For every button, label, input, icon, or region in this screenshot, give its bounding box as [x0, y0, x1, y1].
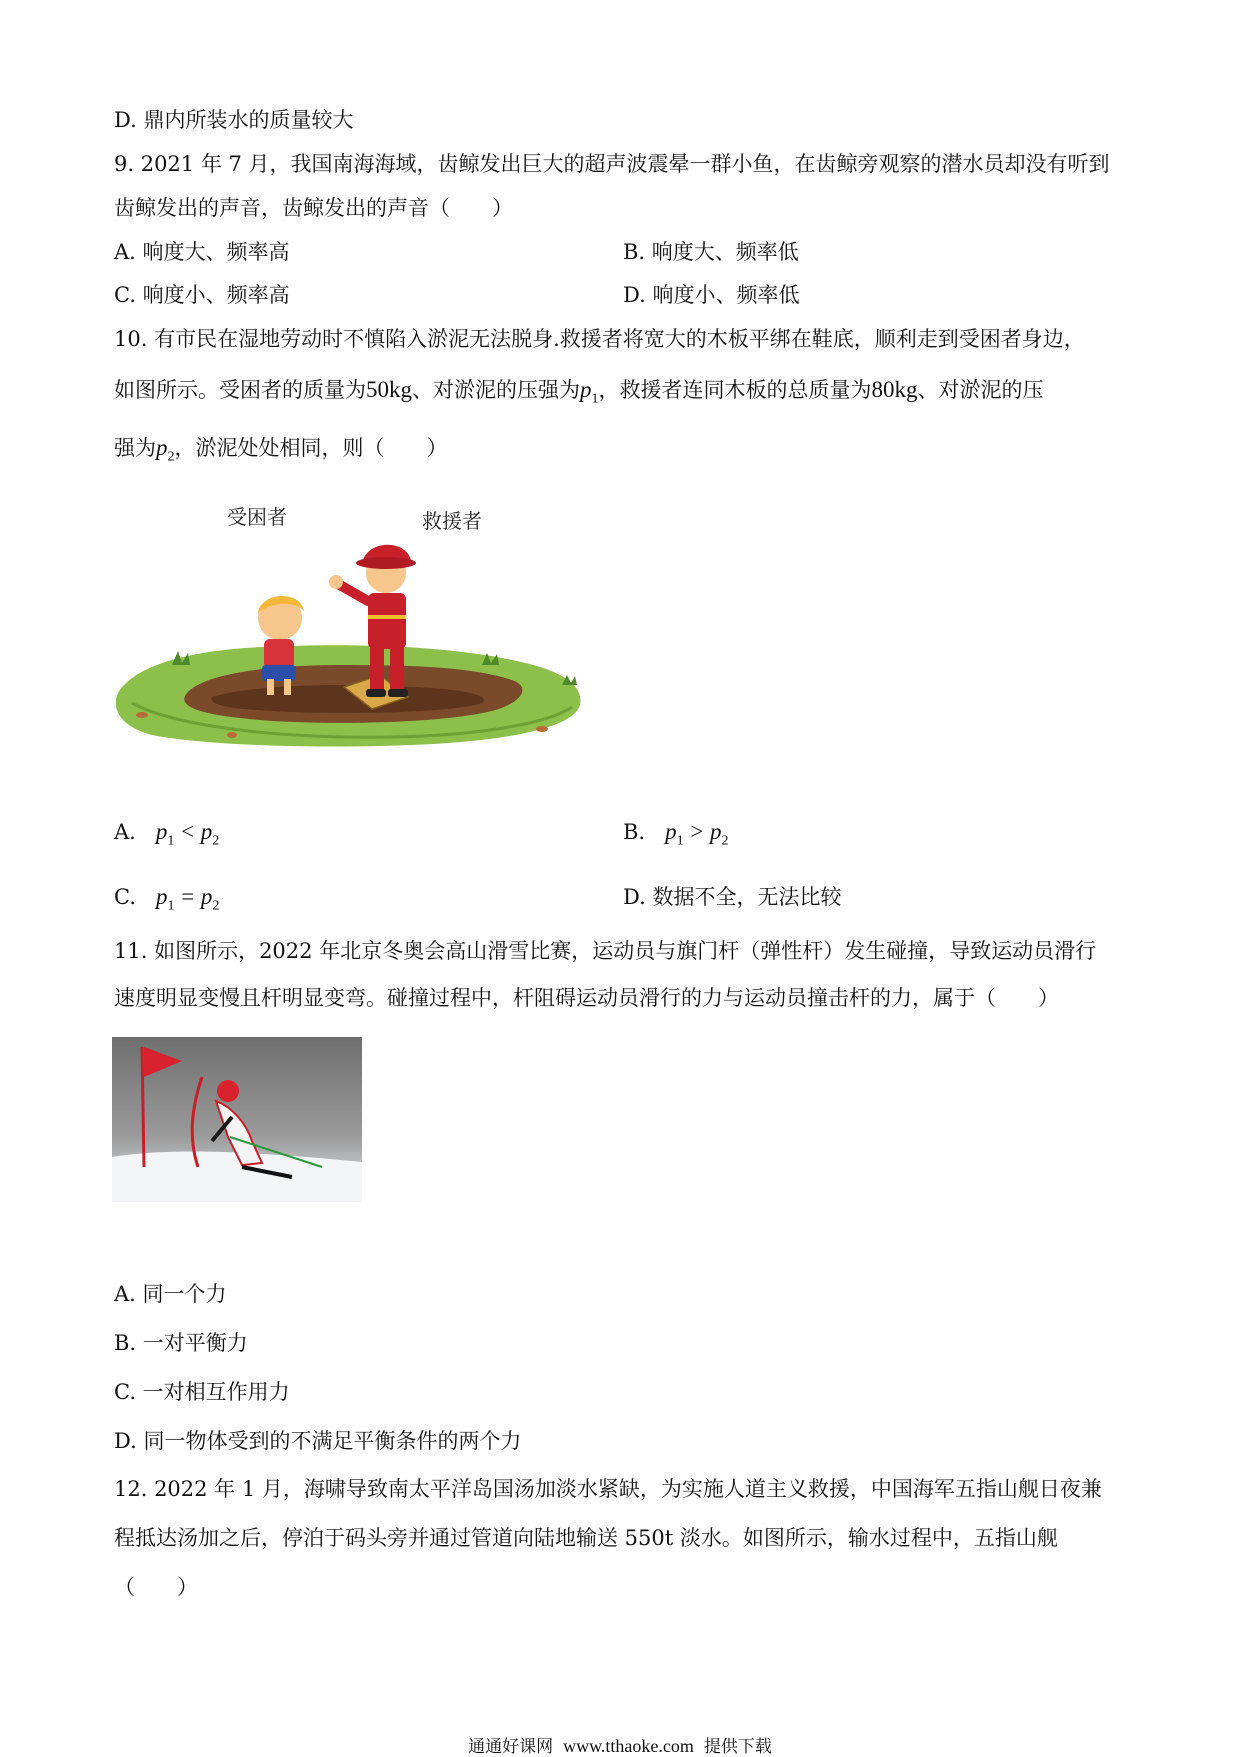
q10-stem-line2 — [114, 376, 1044, 414]
q11-option-c: C. 一对相互作用力 — [114, 1380, 290, 1404]
q8-option-d: D. 鼎内所装水的质量较大 — [114, 108, 354, 132]
q10-p2: $p_2$ — [156, 435, 175, 465]
q10-mass2: 80kg — [871, 377, 918, 402]
q10-text: 如图所示。受困者的质量为 — [114, 378, 366, 402]
q11-figure — [112, 1037, 362, 1202]
q10-text: ，救援者连同木板的总质量为 — [598, 378, 872, 402]
footer-url[interactable]: www.tthaoke.com — [563, 1736, 694, 1756]
label-rescuer: 救援者 — [422, 509, 482, 533]
q10-text: 、对淤泥的压 — [917, 378, 1044, 402]
q10-figure — [112, 505, 587, 751]
q10-stem-line1: 10. 有市民在湿地劳动时不慎陷入淤泥无法脱身.救援者将宽大的木板平绑在鞋底，顺利走到受困者身边， — [114, 327, 1085, 351]
q11-option-b: B. 一对平衡力 — [114, 1331, 248, 1355]
q9-stem-line2: 齿鲸发出的声音，齿鲸发出的声音（ ） — [114, 196, 513, 220]
q9-stem-line1: 9. 2021 年 7 月，我国南海海域，齿鲸发出巨大的超声波震晕一群小鱼，在齿鲸旁观察的潜水员却没有听到 — [114, 152, 1110, 176]
q10-option-a: A. $p_1 < p_2$ — [114, 819, 220, 849]
q10-p1: $p_1$ — [580, 377, 599, 407]
q12-stem-line1: 12. 2022 年 1 月，海啸导致南太平洋岛国汤加淡水紧缺，为实施人道主义救援，中国海军五指山舰日夜兼 — [114, 1477, 1102, 1501]
q10-option-d: D. 数据不全，无法比较 — [623, 885, 842, 909]
q9-option-c: C. 响度小、频率高 — [114, 283, 290, 307]
q10-text: 强为 — [114, 436, 156, 460]
footer-site-name: 通通好课网 — [468, 1737, 554, 1757]
q10-text: 、对淤泥的压强为 — [412, 378, 580, 402]
q11-option-a: A. 同一个力 — [114, 1282, 227, 1306]
q9-option-d: D. 响度小、频率低 — [623, 283, 800, 307]
q11-option-d: D. 同一物体受到的不满足平衡条件的两个力 — [114, 1429, 522, 1453]
label-trapped-person: 受困者 — [227, 505, 287, 529]
q10-mass1: 50kg — [366, 377, 412, 402]
q11-stem-line2: 速度明显变慢且杆明显变弯。碰撞过程中，杆阻碍运动员滑行的力与运动员撞击杆的力，属于（ ） — [114, 986, 1059, 1010]
page-footer — [0, 1732, 1240, 1757]
mud-rescue-illustration — [112, 515, 587, 751]
q10-option-c: C. $p_1 = p_2$ — [114, 884, 220, 914]
q10-option-b: B. $p_1 > p_2$ — [623, 819, 729, 849]
q9-option-a: A. 响度大、频率高 — [114, 240, 290, 264]
q12-stem-line2: 程抵达汤加之后，停泊于码头旁并通过管道向陆地输送 550t 淡水。如图所示，输水过程中，五指山舰 — [114, 1526, 1058, 1550]
skier-photo — [112, 1037, 362, 1202]
footer-suffix: 提供下载 — [703, 1737, 772, 1757]
q12-stem-line3: （ ） — [114, 1575, 198, 1599]
q10-text: ，淤泥处处相同，则（ ） — [174, 436, 448, 460]
q9-option-b: B. 响度大、频率低 — [623, 240, 799, 264]
q11-stem-line1: 11. 如图所示，2022 年北京冬奥会高山滑雪比赛，运动员与旗门杆（弹性杆）发生碰撞，导致运动员滑行 — [114, 939, 1097, 963]
q10-stem-line3 — [114, 434, 448, 472]
